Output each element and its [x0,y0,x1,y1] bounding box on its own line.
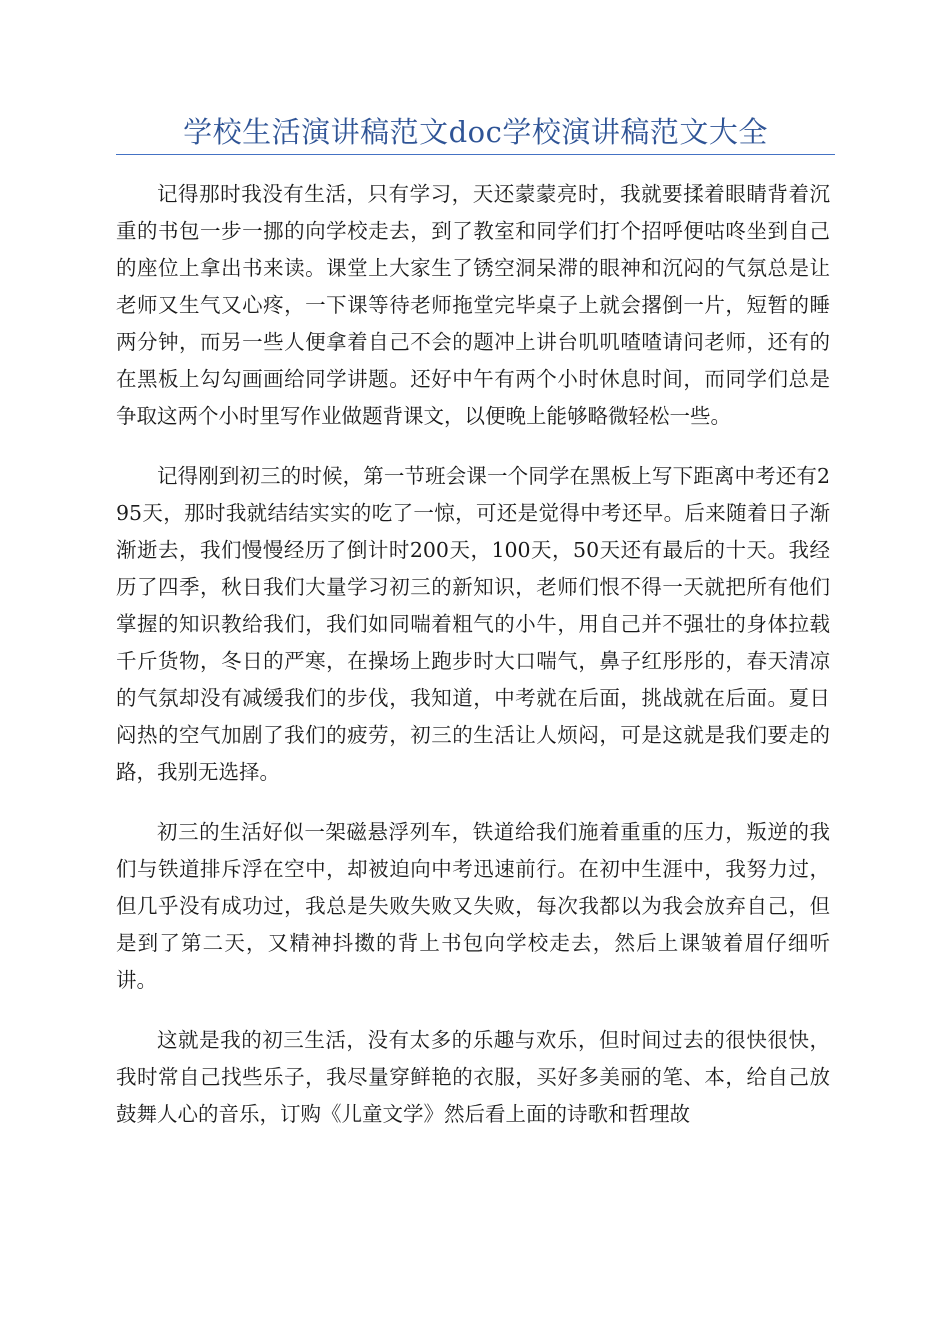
title-underline [116,154,835,155]
paragraph-2: 记得刚到初三的时候，第一节班会课一个同学在黑板上写下距离中考还有295天，那时我就结结实实的吃了一惊，可还是觉得中考还早。后来随着日子渐渐逝去，我们慢慢经历了倒计时200天，100天，50天还有最后的十天。我经历了四季，秋日我们大量学习初三的新知识，老师们恨不得一天就把所有他们掌握的知识教给我们，我们如同喘着粗气的小牛，用自己并不强壮的身体拉载千斤货物，冬日的严寒，在操场上跑步时大口喘气，鼻子红彤彤的，春天清凉的气氛却没有减缓我们的步伐，我知道，中考就在后面，挑战就在后面。夏日闷热的空气加剧了我们的疲劳，初三的生活让人烦闷，可是这就是我们要走的路，我别无选择。 [116,464,830,784]
document-body [116,176,830,1156]
page-title: 学校生活演讲稿范文doc学校演讲稿范文大全 [183,115,768,149]
paragraph-4: 这就是我的初三生活，没有太多的乐趣与欢乐，但时间过去的很快很快，我时常自己找些乐子，我尽量穿鲜艳的衣服，买好多美丽的笔、本，给自己放鼓舞人心的音乐，订购《儿童文学》然后看上面的诗歌和哲理故 [116,1028,830,1126]
paragraph-3: 初三的生活好似一架磁悬浮列车，铁道给我们施着重重的压力，叛逆的我们与铁道排斥浮在空中，却被迫向中考迅速前行。在初中生涯中，我努力过，但几乎没有成功过，我总是失败失败又失败，每次我都以为我会放弃自己，但是到了第二天，又精神抖擞的背上书包向学校走去，然后上课皱着眉仔细听讲。 [116,820,830,992]
paragraph-1: 记得那时我没有生活，只有学习，天还蒙蒙亮时，我就要揉着眼睛背着沉重的书包一步一挪的向学校走去，到了教室和同学们打个招呼便咕咚坐到自己的座位上拿出书来读。课堂上大家生了锈空洞呆滞的眼神和沉闷的气氛总是让老师又生气又心疼，一下课等待老师拖堂完毕桌子上就会撂倒一片，短暂的睡两分钟，而另一些人便拿着自己不会的题冲上讲台叽叽喳喳请问老师，还有的在黑板上勾勾画画给同学讲题。还好中午有两个小时休息时间，而同学们总是争取这两个小时里写作业做题背课文，以便晚上能够略微轻松一些。 [116,182,830,428]
